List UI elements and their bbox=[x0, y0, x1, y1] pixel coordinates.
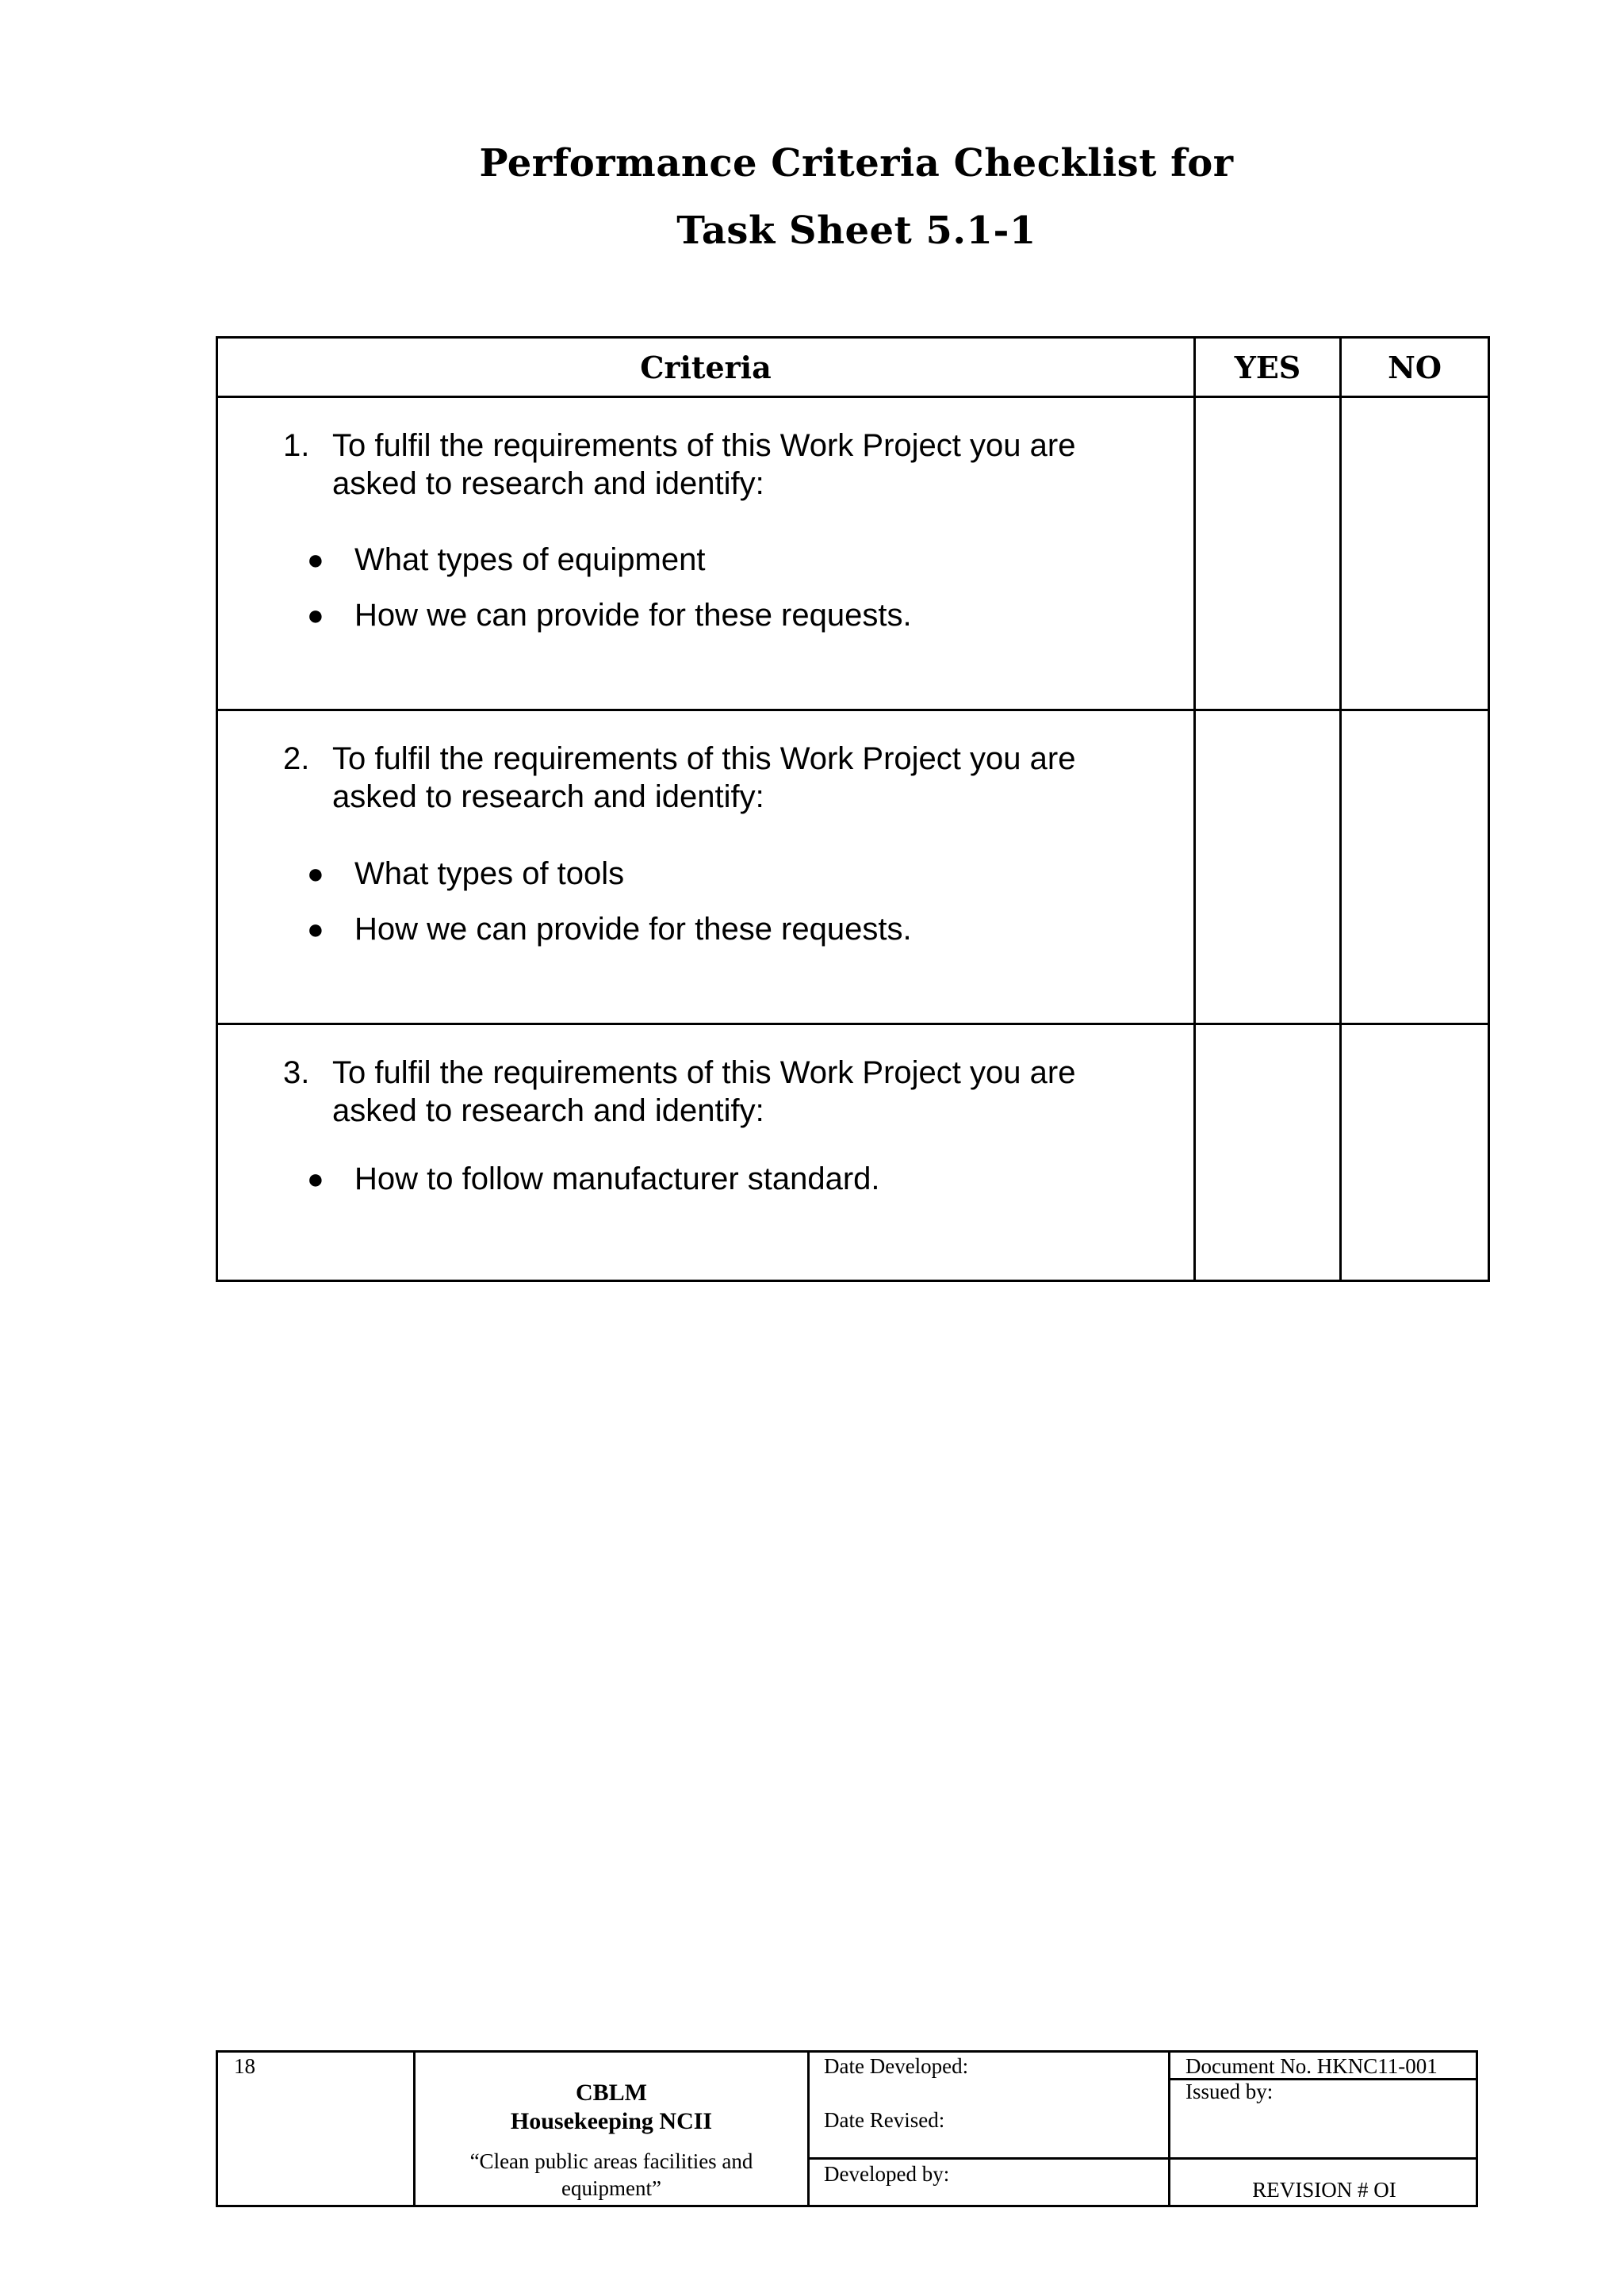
yes-checkbox-cell[interactable] bbox=[1195, 1024, 1341, 1281]
criteria-number: 2. bbox=[283, 741, 310, 776]
criteria-lead-line: To fulfil the requirements of this Work Project you are bbox=[332, 428, 1076, 463]
bullet-icon: ● bbox=[307, 1162, 324, 1195]
criteria-lead-line: asked to research and identify: bbox=[332, 466, 764, 501]
criteria-number: 1. bbox=[283, 428, 310, 463]
footer-divider bbox=[807, 2157, 1476, 2160]
criteria-cell bbox=[217, 710, 1195, 1024]
bullet-icon: ● bbox=[307, 543, 324, 576]
module-subtitle: Housekeeping NCII bbox=[510, 2108, 713, 2134]
module-title: CBLM bbox=[576, 2080, 647, 2106]
yes-header: YES bbox=[1195, 338, 1341, 397]
bullet-icon: ● bbox=[307, 913, 324, 945]
bullet-icon: ● bbox=[307, 857, 324, 890]
no-header: NO bbox=[1341, 338, 1489, 397]
date-revised-label: Date Revised: bbox=[824, 2108, 945, 2132]
yes-checkbox-cell[interactable] bbox=[1195, 397, 1341, 710]
criteria-checklist-table bbox=[216, 336, 1490, 1282]
criteria-lead-line: asked to research and identify: bbox=[332, 1093, 764, 1128]
no-checkbox-cell[interactable] bbox=[1341, 1024, 1489, 1281]
criteria-bullet-text: What types of equipment bbox=[354, 542, 706, 577]
module-quote: equipment” bbox=[561, 2176, 661, 2200]
no-checkbox-cell[interactable] bbox=[1341, 397, 1489, 710]
issued-by-label: Issued by: bbox=[1185, 2080, 1274, 2103]
table-row bbox=[217, 397, 1489, 710]
date-developed-label: Date Developed: bbox=[824, 2054, 969, 2078]
bullet-icon: ● bbox=[307, 599, 324, 631]
footer-divider bbox=[807, 2053, 810, 2205]
criteria-number: 3. bbox=[283, 1055, 310, 1090]
page-subtitle: Task Sheet 5.1-1 bbox=[676, 209, 1036, 253]
criteria-bullet-text: What types of tools bbox=[354, 856, 625, 891]
criteria-cell bbox=[217, 397, 1195, 710]
developed-by-label: Developed by: bbox=[824, 2162, 950, 2186]
revision-number: REVISION # OI bbox=[1252, 2178, 1396, 2202]
module-quote: “Clean public areas facilities and bbox=[469, 2149, 753, 2173]
criteria-lead-line: asked to research and identify: bbox=[332, 779, 764, 814]
criteria-cell bbox=[217, 1024, 1195, 1281]
table-row bbox=[217, 1024, 1489, 1281]
criteria-bullet-text: How to follow manufacturer standard. bbox=[354, 1161, 880, 1196]
criteria-bullet-text: How we can provide for these requests. bbox=[354, 598, 912, 633]
table-header-row bbox=[217, 338, 1489, 397]
document-footer bbox=[216, 2050, 1478, 2207]
criteria-bullet-text: How we can provide for these requests. bbox=[354, 912, 912, 947]
criteria-header: Criteria bbox=[217, 338, 1195, 397]
document-number: Document No. HKNC11-001 bbox=[1185, 2054, 1438, 2078]
page-title: Performance Criteria Checklist for bbox=[479, 141, 1234, 186]
criteria-lead-line: To fulfil the requirements of this Work Project you are bbox=[332, 741, 1076, 776]
table-row bbox=[217, 710, 1489, 1024]
yes-checkbox-cell[interactable] bbox=[1195, 710, 1341, 1024]
criteria-lead-line: To fulfil the requirements of this Work Project you are bbox=[332, 1055, 1076, 1090]
no-checkbox-cell[interactable] bbox=[1341, 710, 1489, 1024]
page-number: 18 bbox=[234, 2054, 255, 2078]
